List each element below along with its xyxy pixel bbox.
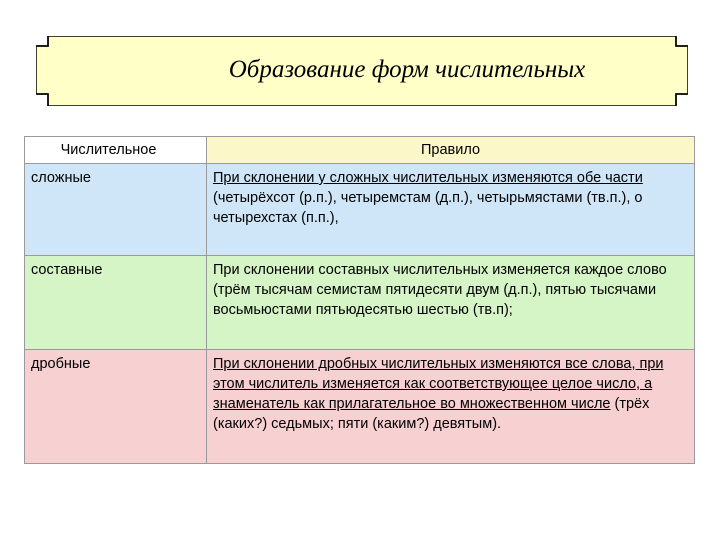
rule-rest: (четырёхсот (р.п.), четыремстам (д.п.), четырьмястами (тв.п.), о четырехстах (п.п.), (213, 190, 643, 226)
table-row (25, 350, 695, 464)
rule-rest: (трёх (каких?) седьмых; пяти (каким?) девятым). (213, 396, 650, 432)
rule-text (207, 350, 695, 464)
rule-rest: При склонении составных числительных изменяется каждое слово (трём тысячам семистам пятидесяти двум (д.п.), пятью тысячами восьмьюстами пятьюдесятью шестью (тв.п); (213, 262, 667, 318)
rule-text (207, 164, 695, 256)
rules-table (24, 136, 695, 464)
numeral-type: дробные (25, 350, 207, 464)
numeral-type: составные (25, 256, 207, 350)
rule-text (207, 256, 695, 350)
table-row (25, 256, 695, 350)
column-header-rule: Правило (207, 137, 695, 164)
table-header-row (25, 137, 695, 164)
column-header-numeral: Числительное (25, 137, 207, 164)
rule-underlined: При склонении дробных числительных изменяются все слова, при этом числитель изменяется как соответствующее целое число, а знаменатель как прилагательное во множественном числе (213, 356, 664, 412)
table-row (25, 164, 695, 256)
page-title: Образование форм числительных (228, 56, 586, 83)
numeral-type: сложные (25, 164, 207, 256)
title-banner (36, 36, 688, 106)
rule-underlined: При склонении у сложных числительных изменяются обе части (213, 170, 643, 186)
